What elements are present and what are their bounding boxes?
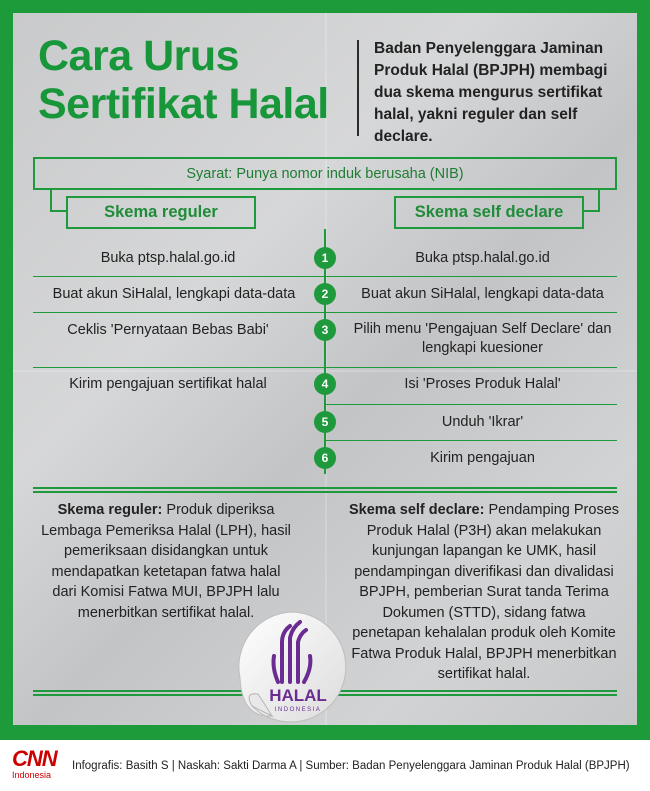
self-declare-step-6: Kirim pengajuan — [430, 450, 535, 466]
section-divider — [33, 487, 617, 489]
self-declare-step-4: Isi 'Proses Produk Halal' — [404, 376, 561, 392]
description-self-declare-text: Pendamping Proses Produk Halal (P3H) akan melakukan kunjungan lapangan ke UMK, hasil pendampingan diverifikasi dan divalidasi BPJPH, pemberian Surat tanda Terima Dokumen (STTD), sidang fatwa penetapan kehalalan produk oleh Komite Fatwa Produk Halal, BPJPH menerbitkan sertifikat halal. — [351, 502, 620, 682]
step-number-2: 2 — [314, 283, 336, 305]
cnn-logo-sub: Indonesia — [12, 769, 52, 780]
sticker-sub: INDONESIA — [274, 707, 322, 713]
description-self-declare — [348, 500, 620, 685]
description-reguler — [38, 500, 294, 623]
header-skema-reguler: Skema reguler — [66, 196, 256, 229]
footer — [0, 740, 650, 791]
reguler-step-4: Kirim pengajuan sertifikat halal — [69, 376, 267, 392]
requirement-box: Syarat: Punya nomor induk berusaha (NIB) — [33, 157, 617, 190]
sticker-word: HALAL — [269, 686, 327, 705]
footer-credit: Infografis: Basith S | Naskah: Sakti Darma A | Sumber: Badan Penyelenggara Jaminan Produk Halal (BPJPH) — [72, 759, 630, 772]
self-declare-step-1: Buka ptsp.halal.go.id — [415, 250, 550, 266]
row-divider — [33, 312, 617, 313]
self-declare-step-3: Pilih menu 'Pengajuan Self Declare' dan lengkapi kuesioner — [353, 321, 612, 356]
bracket-left — [50, 190, 66, 212]
step-number-5: 5 — [314, 411, 336, 433]
page-title: Cara Urus Sertifikat Halal — [38, 32, 329, 128]
section-divider — [33, 491, 617, 493]
self-declare-step-2: Buat akun SiHalal, lengkapi data-data — [361, 286, 604, 302]
cnn-logo-text: CNN — [12, 745, 57, 771]
halal-logo-icon — [232, 608, 350, 726]
row-divider — [33, 367, 617, 368]
step-number-6: 6 — [314, 447, 336, 469]
step-number-4: 4 — [314, 373, 336, 395]
row-divider — [326, 440, 617, 441]
reguler-step-2: Buat akun SiHalal, lengkapi data-data — [52, 286, 296, 302]
cnn-logo — [12, 745, 64, 784]
reguler-step-3: Ceklis 'Pernyataan Bebas Babi' — [67, 322, 269, 338]
self-declare-step-5: Unduh 'Ikrar' — [441, 414, 524, 430]
description-reguler-label: Skema reguler: — [57, 502, 163, 518]
reguler-step-1: Buka ptsp.halal.go.id — [100, 250, 236, 266]
description-self-declare-label: Skema self declare: — [348, 502, 485, 518]
title-divider — [357, 40, 359, 136]
intro-text: Badan Penyelenggara Jaminan Produk Halal (BPJPH) membagi dua skema mengurus sertifikat halal, yakni reguler dan self declare. — [374, 40, 608, 145]
step-number-1: 1 — [314, 247, 336, 269]
step-number-3: 3 — [314, 319, 336, 341]
description-reguler-text: Produk diperiksa Lembaga Pemeriksa Halal (LPH), hasil pemeriksaan disidangkan untuk mendapatkan ketetapan fatwa halal dari Komisi Fatwa MUI, BPJPH lalu menerbitkan sertifikat halal. — [41, 502, 291, 621]
row-divider — [326, 404, 617, 405]
bracket-right — [584, 190, 600, 212]
header-skema-self-declare: Skema self declare — [394, 196, 584, 229]
row-divider — [33, 276, 617, 277]
